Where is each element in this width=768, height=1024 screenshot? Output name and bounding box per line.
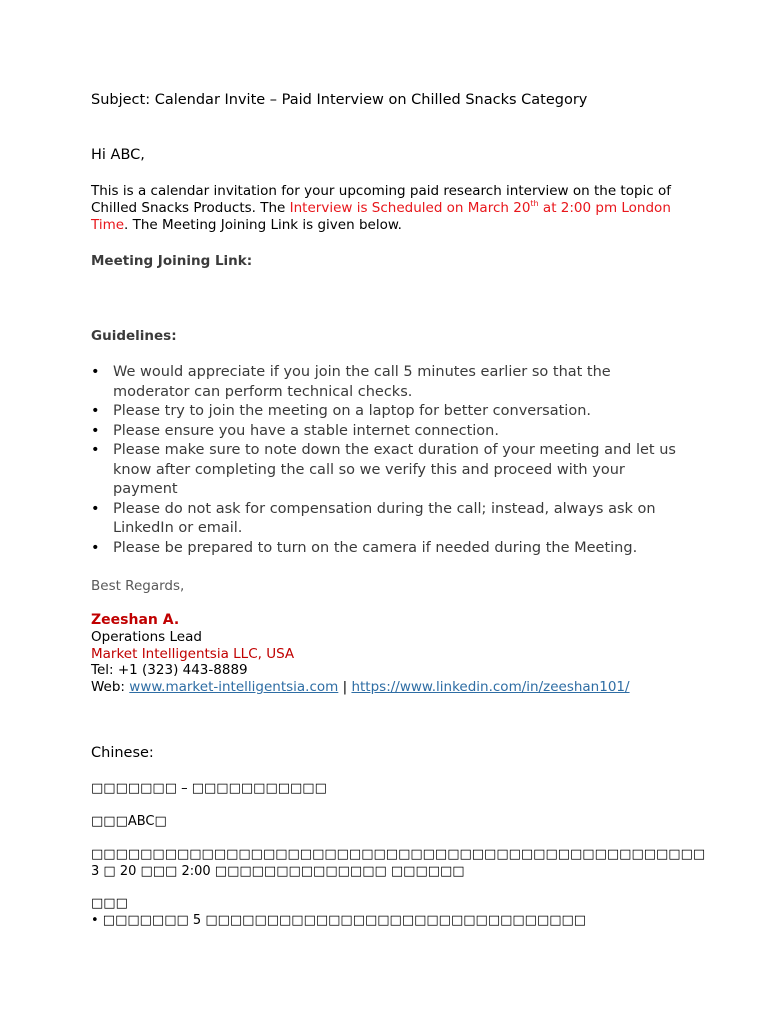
guideline-item <box>91 441 691 500</box>
guideline-text: Please do not ask for compensation during the call; instead, always ask on LinkedIn or email. <box>113 500 656 536</box>
guideline-text: Please make sure to note down the exact duration of your meeting and let us know after completing the call so we verify this and proceed with your payment <box>113 442 676 497</box>
chinese-subject: □□□□□□□ – □□□□□□□□□□□ <box>91 781 327 796</box>
bullet-icon: • <box>91 539 100 556</box>
guideline-text: Please be prepared to turn on the camera if needed during the Meeting. <box>113 539 638 556</box>
closing-regards: Best Regards, <box>91 578 185 594</box>
signature-web <box>91 679 630 695</box>
chinese-body: □□□□□□□□□□□□□□□□□□□□□□□□□□□□□□□□□□□□□□□□□□□□□□□□□□ 3 □ 20 □□□ 2:00 □□□□□□□□□□□□□□ □□□□□□ <box>91 847 706 879</box>
meeting-link-heading: Meeting Joining Link: <box>91 253 253 269</box>
guideline-item <box>91 363 691 402</box>
intro-paragraph <box>91 183 681 234</box>
signature-phone: Tel: +1 (323) 443-8889 <box>91 662 248 678</box>
chinese-guideline-item: • □□□□□□□ 5 □□□□□□□□□□□□□□□□□□□□□□□□□□□□□□□ <box>91 913 587 928</box>
guideline-text: We would appreciate if you join the call 5 minutes earlier so that the moderator can perform technical checks. <box>113 364 611 400</box>
intro-text-end: . The Meeting Joining Link is given below. <box>124 217 402 233</box>
bullet-icon: • <box>91 403 100 419</box>
guideline-item <box>91 539 691 559</box>
email-subject: Subject: Calendar Invite – Paid Interview on Chilled Snacks Category <box>91 92 588 108</box>
intro-text: This is a calendar invitation for your upcoming paid research interview on the topic of Chilled Snacks Products. The <box>91 183 672 216</box>
signature-name: Zeeshan A. <box>91 612 180 628</box>
website-link[interactable]: www.market-intelligentsia.com <box>129 679 339 695</box>
bullet-icon: • <box>91 500 100 517</box>
bullet-icon: • <box>91 364 100 380</box>
guideline-item <box>91 422 691 442</box>
guideline-text: Please ensure you have a stable internet connection. <box>113 422 499 439</box>
chinese-guidelines-label: □□□ <box>91 896 128 911</box>
guideline-item <box>91 500 691 539</box>
signature-company: Market Intelligentsia LLC, USA <box>91 646 295 662</box>
greeting: Hi ABC, <box>91 147 145 163</box>
interview-time: at 2:00 pm London Time <box>91 200 671 233</box>
chinese-greeting: □□□ABC□ <box>91 814 167 829</box>
link-separator: | <box>338 679 352 695</box>
interview-date: Interview is Scheduled on March 20 <box>289 200 531 216</box>
chinese-section-title: Chinese: <box>91 745 154 761</box>
signature-role: Operations Lead <box>91 629 202 645</box>
guidelines-list <box>91 363 691 558</box>
guideline-text: Please try to join the meeting on a laptop for better conversation. <box>113 403 591 419</box>
bullet-icon: • <box>91 442 100 458</box>
bullet-icon: • <box>91 422 100 439</box>
linkedin-link[interactable]: https://www.linkedin.com/in/zeeshan101/ <box>351 679 630 695</box>
guidelines-heading: Guidelines: <box>91 328 177 344</box>
date-suffix: th <box>530 199 539 208</box>
guideline-item <box>91 402 691 422</box>
web-label: Web: <box>91 679 130 695</box>
